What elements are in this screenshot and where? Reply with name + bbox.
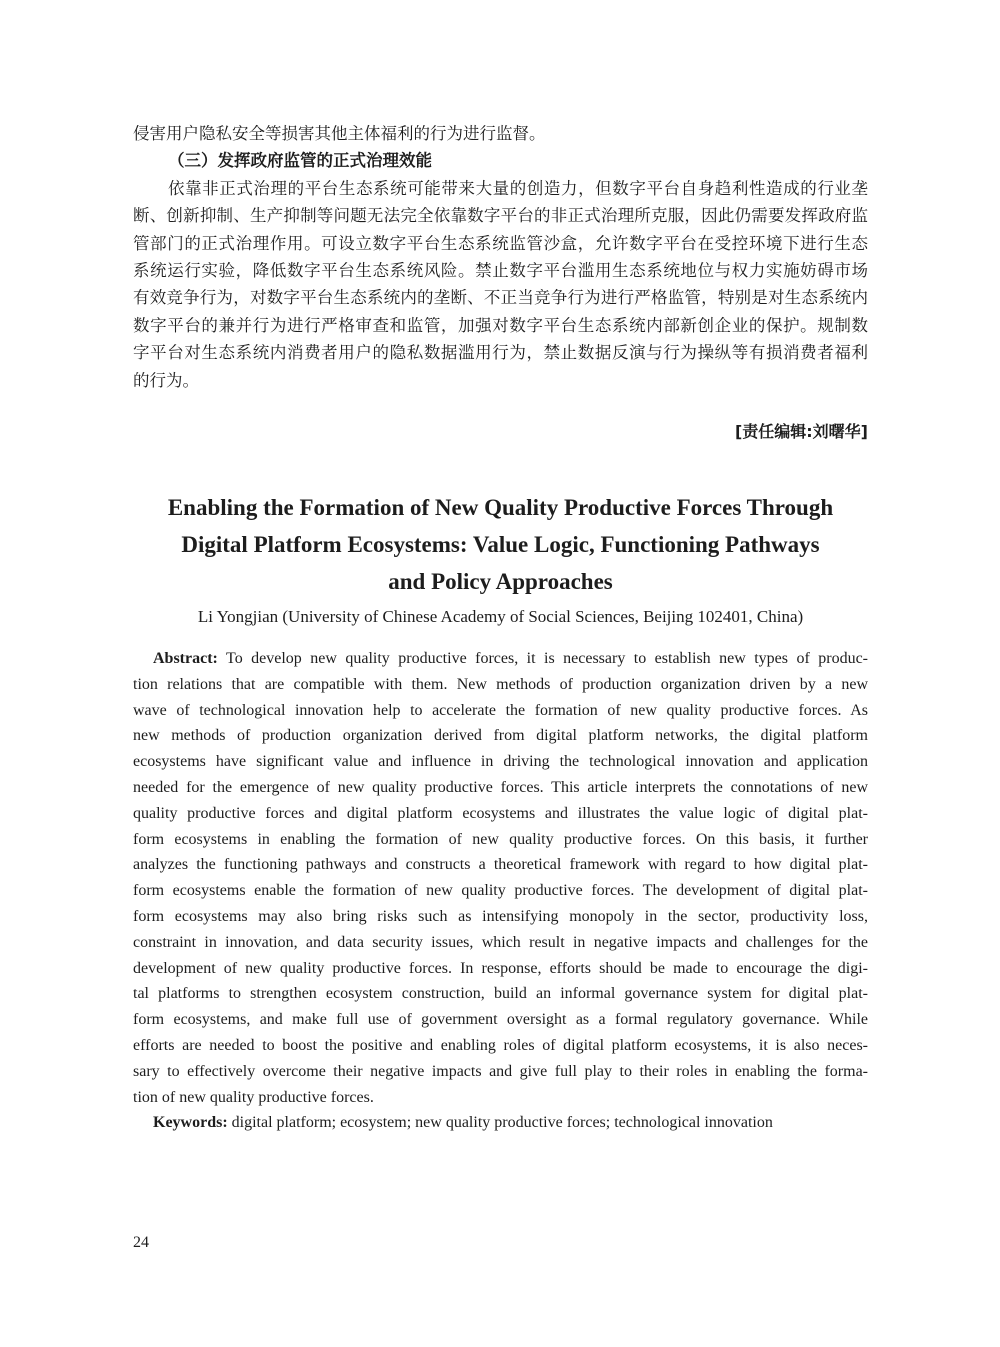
- abstract-text-line: new methods of production organization derived from digital platform networks, the digital platform: [133, 727, 868, 745]
- abstract-text-line: constraint in innovation, and data security issues, which result in negative impacts and challenges for the: [133, 933, 868, 951]
- abstract-text-line: needed for the emergence of new quality productive forces. This article interprets the connotations of new: [133, 778, 868, 796]
- page-content: [133, 0, 868, 1347]
- abstract-first-line: [133, 646, 868, 672]
- abstract-text-line: form ecosystems, and make full use of government oversight as a formal regulatory governance. While: [133, 1011, 868, 1029]
- chinese-paragraph-continuation: 侵害用户隐私安全等损害其他主体福利的行为进行监督。: [133, 124, 546, 143]
- author-affiliation-line: Li Yongjian (University of Chinese Academy of Social Sciences, Beijing 102401, China): [197, 607, 804, 626]
- keywords-line: [133, 1110, 868, 1136]
- abstract-text-line: quality productive forces and digital platform ecosystems and illustrates the value logic of digital plat-: [133, 804, 868, 822]
- chinese-text-line: 字平台对生态系统内消费者用户的隐私数据滥用行为，禁止数据反演与行为操纵等有损消费者福利: [133, 343, 868, 363]
- abstract-text-line: sary to effectively overcome their negative impacts and give full play to their roles in enabling the forma-: [133, 1062, 868, 1080]
- abstract-text-line: wave of technological innovation help to accelerate the formation of new quality productive forces. As: [133, 701, 868, 719]
- abstract-text-line: form ecosystems in enabling the formation of new quality productive forces. On this basis, it further: [133, 830, 868, 848]
- abstract-first-line-text: To develop new quality productive forces, it is necessary to establish new types of produc-: [217, 650, 868, 667]
- abstract-text-line: form ecosystems enable the formation of new quality productive forces. The development of digital plat-: [133, 882, 868, 900]
- abstract-text-line: ecosystems have significant value and influence in driving the technological innovation and application: [133, 753, 868, 771]
- chinese-text-line: 的行为。: [133, 370, 199, 390]
- chinese-text-line: 断、创新抑制、生产抑制等问题无法完全依靠数字平台的非正式治理所克服，因此仍需要发挥政府监: [133, 206, 868, 226]
- abstract-text-line: analyzes the functioning pathways and constructs a theoretical framework with regard to how digital plat-: [133, 856, 868, 874]
- english-title-line: Digital Platform Ecosystems: Value Logic, Functioning Pathways: [181, 532, 820, 557]
- keywords-text: digital platform; ecosystem; new quality productive forces; technological innovation: [227, 1114, 773, 1132]
- english-title-line: and Policy Approaches: [388, 569, 613, 594]
- chinese-body-text: [133, 120, 868, 394]
- chinese-text-line: 有效竞争行为，对数字平台生态系统内的垄断、不正当竞争行为进行严格监管，特别是对生态系统内: [133, 288, 868, 308]
- chinese-paragraph: [133, 175, 868, 394]
- english-article-title: [133, 489, 868, 600]
- page-number: 24: [133, 1234, 149, 1251]
- abstract-text-line: form ecosystems may also bring risks such as intensifying monopoly in the sector, productivity loss,: [133, 907, 868, 925]
- chinese-text-line: 管部门的正式治理作用。可设立数字平台生态系统监管沙盒，允许数字平台在受控环境下进行生态: [133, 233, 868, 253]
- chinese-text-line: 依靠非正式治理的平台生态系统可能带来大量的创造力，但数字平台自身趋利性造成的行业垄: [168, 178, 868, 198]
- abstract-text-line: efforts are needed to boost the positive and enabling roles of digital platform ecosystems, it is also neces-: [133, 1036, 868, 1054]
- abstract-text-line: tal platforms to strengthen ecosystem construction, build an informal governance system for digital plat-: [133, 985, 868, 1003]
- abstract-text-line: development of new quality productive forces. In response, efforts should be made to encourage the digi-: [133, 959, 868, 977]
- chinese-section-heading: （三）发挥政府监管的正式治理效能: [168, 151, 432, 171]
- english-title-line: Enabling the Formation of New Quality Productive Forces Through: [167, 495, 834, 520]
- chinese-text-line: 系统运行实验，降低数字平台生态系统风险。禁止数字平台滥用生态系统地位与权力实施妨碍市场: [133, 261, 868, 281]
- responsible-editor-note: [责任编辑:刘曙华]: [734, 422, 868, 441]
- abstract-text-line: tion of new quality productive forces.: [133, 1088, 374, 1106]
- abstract-text-line: tion relations that are compatible with them. New methods of production organization driven by a new: [133, 675, 868, 693]
- abstract-label: Abstract:: [153, 650, 218, 667]
- keywords-label: Keywords:: [153, 1114, 228, 1132]
- abstract-paragraph: [133, 672, 868, 1111]
- english-abstract-block: [133, 646, 868, 1136]
- chinese-text-line: 数字平台的兼并行为进行严格审查和监管，加强对数字平台生态系统内部新创企业的保护。规制数: [133, 315, 868, 335]
